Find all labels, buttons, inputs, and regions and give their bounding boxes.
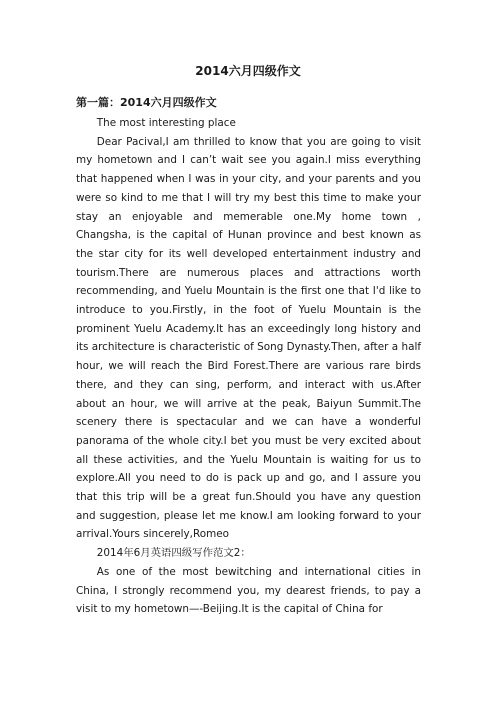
sample-2-heading: 2014年6月英语四级写作范文2： [96, 547, 251, 560]
document-title: 2014六月四级作文 [195, 64, 301, 78]
document-body [76, 114, 421, 619]
section-heading: 第一篇：2014六月四级作文 [76, 96, 217, 109]
essay-1-title: The most interesting place [96, 117, 236, 129]
essay-2-paragraph: As one of the most bewitching and international cities in China, I strongly recommend you, my dearest friends, to pay a visit to my hometown—-Beijing.It is the capital of China for [76, 565, 421, 616]
essay-1-paragraph: Dear Pacival,I am thrilled to know that you are going to visit my hometown and I can’t wait see you again.I miss everything that happened when I was in your city, and your parents and you were so kind to me that I will try my best this time to make your stay an enjoyable and memerable one.My home town , Changsha, is the capital of Hunan province and best known as the star city for its well developed entertainment industry and tourism.There are numerous places and attractions worth recommending, and Yuelu Mountain is the first one that I'd like to introduce to you.Firstly, in the foot of Yuelu Mountain is the prominent Yuelu Academy.It has an exceedingly long history and its architecture is characteristic of Song Dynasty.Then, after a half hour, we will reach the Bird Forest.There are various rare birds there, and they can sing, perform, and interact with us.After about an hour, we will arrive at the peak, Baiyun Summit.The scenery there is spectacular and we can have a wonderful panorama of the whole city.I bet you must be very excited about all these activities, and the Yuelu Mountain is waiting for us to explore.All you need to do is pack up and go, and I assure you that this trip will be a great fun.Should you have any question and suggestion, please let me know.I am looking forward to your arrival.Yours sincerely,Romeo [76, 135, 421, 541]
